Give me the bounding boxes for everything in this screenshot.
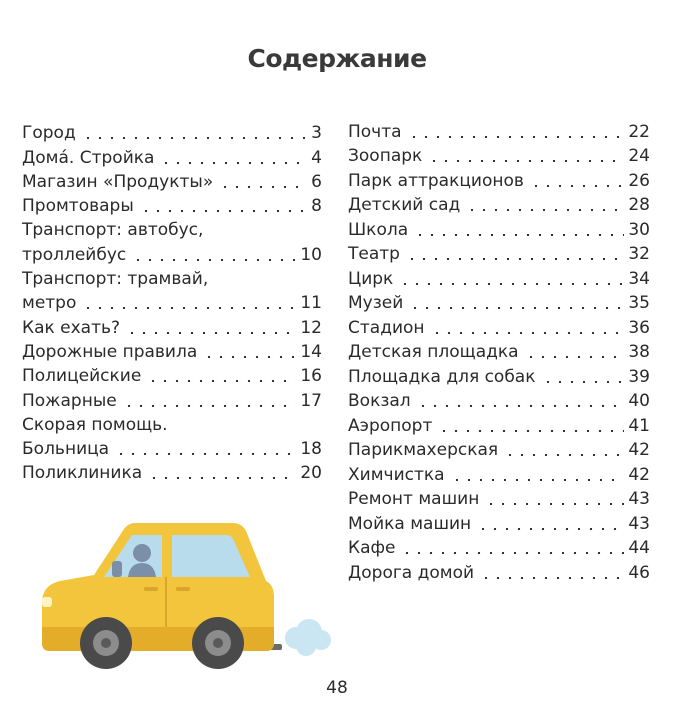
toc-entry [22, 240, 322, 264]
dot-leader [409, 307, 624, 309]
toc-entry-label: Детский сад [348, 195, 461, 215]
toc-entry-page: 46 [628, 562, 650, 583]
toc-entry [348, 166, 650, 191]
toc-entry-label: Скорая помощь. [22, 414, 168, 435]
toc-entry-label: Промтовары [22, 196, 134, 217]
dot-leader [399, 283, 624, 285]
toc-entry-page: 39 [628, 366, 650, 387]
toc-entry [22, 216, 322, 240]
dot-leader [126, 332, 296, 334]
toc-right-column [348, 117, 650, 583]
toc-entry-label: Полицейские [22, 366, 142, 387]
dot-leader [406, 258, 624, 260]
toc-entry-label: Школа [348, 219, 409, 240]
dot-leader [530, 185, 624, 187]
toc-entry-page: 42 [628, 464, 650, 485]
toc-entry-label: Парк аттракционов [348, 170, 524, 191]
toc-entry-label: Пожарные [22, 390, 117, 411]
rear-wheel [192, 617, 244, 669]
toc-entry [348, 313, 650, 338]
toc-entry [22, 168, 322, 192]
toc-entry [348, 191, 650, 216]
toc-entry-page: 26 [628, 170, 650, 191]
dot-leader [477, 528, 624, 530]
dot-leader [414, 234, 624, 236]
toc-entry-label: Детская площадка [348, 342, 519, 362]
toc-entry-label: Транспорт: трамвай, [22, 269, 209, 290]
toc-entry-page: 30 [628, 219, 650, 240]
toc-entry-label: Театр [348, 244, 400, 264]
toc-entry [348, 338, 650, 363]
page-number: 48 [326, 678, 348, 698]
toc-entry-label: метро [22, 293, 77, 314]
dot-leader [485, 503, 624, 505]
toc-entry-label: Парикмахерская [348, 440, 499, 460]
dot-leader [82, 307, 296, 309]
dot-leader [438, 430, 624, 432]
toc-entry [348, 215, 650, 240]
dot-leader [140, 210, 307, 212]
toc-entry [22, 192, 322, 216]
toc-entry-page: 43 [628, 489, 650, 509]
toc-entry-page: 32 [628, 244, 650, 264]
toc-entry-label: Транспорт: автобус, [22, 220, 204, 241]
toc-entry-label: Почта [348, 121, 402, 142]
toc-entry-page: 4 [311, 147, 322, 168]
toc-entry-page: 24 [628, 146, 650, 166]
toc-entry-label: Город [22, 123, 76, 144]
toc-entry-page: 17 [300, 390, 322, 411]
toc-left-column [22, 119, 322, 483]
dot-leader [428, 160, 624, 162]
toc-entry-page: 11 [300, 293, 322, 314]
toc-entry [22, 289, 322, 313]
dot-leader [431, 332, 625, 334]
dot-leader [451, 479, 625, 481]
dot-leader [525, 356, 625, 358]
dot-leader [160, 162, 307, 164]
toc-entry-page: 41 [628, 415, 650, 436]
toc-entry-label: Как ехать? [22, 317, 121, 338]
toc-entry-label: Больница [22, 439, 110, 460]
toc-entry [22, 313, 322, 337]
toc-entry [348, 460, 650, 485]
dot-leader [123, 405, 297, 407]
toc-entry [348, 534, 650, 559]
toc-entry-page: 18 [300, 439, 322, 460]
dot-leader [148, 477, 296, 479]
toc-entry-label: Мойка машин [348, 513, 472, 534]
toc-entry-page: 10 [300, 244, 322, 265]
dot-leader [504, 454, 624, 456]
toc-entry-page: 3 [311, 123, 322, 144]
dot-leader [401, 552, 624, 554]
toc-entry-page: 35 [628, 293, 650, 313]
dot-leader [480, 577, 624, 579]
toc-entry [22, 386, 322, 410]
toc-entry-label: Ремонт машин [348, 489, 480, 509]
dot-leader [219, 186, 307, 188]
dot-leader [82, 137, 307, 139]
toc-entry [348, 240, 650, 265]
toc-entry [348, 509, 650, 534]
toc-entry [22, 338, 322, 362]
dot-leader [147, 380, 296, 382]
toc-entry [348, 411, 650, 436]
toc-entry [348, 485, 650, 510]
toc-entry-label: Вокзал [348, 391, 411, 411]
toc-entry-label: Поликлиника [22, 463, 143, 484]
toc-entry [22, 265, 322, 289]
toc-entry [348, 264, 650, 289]
toc-entry-label: Стадион [348, 317, 425, 338]
dot-leader [417, 405, 625, 407]
toc-entry-page: 44 [628, 538, 650, 558]
toc-entry [348, 142, 650, 167]
yellow-car-illustration [34, 515, 334, 675]
toc-entry-label: Аэропорт [348, 415, 433, 436]
dot-leader [466, 209, 624, 211]
toc-entry-page: 8 [311, 196, 322, 217]
toc-entry [22, 435, 322, 459]
toc-entry-label: Кафе [348, 538, 396, 558]
toc-entry [22, 411, 322, 435]
toc-entry [348, 289, 650, 314]
toc-entry-page: 22 [628, 121, 650, 142]
toc-entry-page: 16 [300, 366, 322, 387]
toc-entry-page: 34 [628, 268, 650, 289]
toc-entry-label: Цирк [348, 268, 394, 289]
toc-entry [348, 117, 650, 142]
toc-entry-page: 28 [628, 195, 650, 215]
toc-entry-label: троллейбус [22, 244, 127, 265]
toc-entry-page: 38 [628, 342, 650, 362]
toc-entry [348, 387, 650, 412]
toc-entry [348, 558, 650, 583]
toc-entry [22, 459, 322, 483]
dot-leader [115, 453, 296, 455]
toc-entry-label: Площадка для собак [348, 366, 536, 387]
toc-entry-page: 12 [300, 317, 322, 338]
toc-entry-label: Дорожные правила [22, 341, 198, 362]
toc-entry [348, 362, 650, 387]
front-wheel [80, 617, 132, 669]
toc-entry [22, 143, 322, 167]
dot-leader [203, 356, 296, 358]
toc-entry [22, 119, 322, 143]
toc-entry-page: 6 [311, 171, 322, 192]
dot-leader [542, 381, 625, 383]
toc-entry-page: 14 [300, 341, 322, 362]
toc-entry-page: 42 [628, 440, 650, 460]
toc-entry-label: Дорога домой [348, 562, 475, 583]
toc-entry-page: 20 [300, 463, 322, 484]
toc-entry-label: Домá. Стройка [22, 147, 155, 168]
toc-entry-label: Магазин «Продукты» [22, 171, 214, 192]
dot-leader [408, 136, 625, 138]
toc-entry-label: Химчистка [348, 464, 445, 485]
page-title: Содержание [247, 44, 427, 73]
toc-entry-page: 36 [628, 317, 650, 338]
toc-entry [348, 436, 650, 461]
toc-entry-label: Зоопарк [348, 146, 423, 166]
toc-entry [22, 362, 322, 386]
toc-entry-page: 43 [628, 513, 650, 534]
dot-leader [132, 259, 296, 261]
toc-entry-label: Музей [348, 293, 404, 313]
toc-entry-page: 40 [628, 391, 650, 411]
